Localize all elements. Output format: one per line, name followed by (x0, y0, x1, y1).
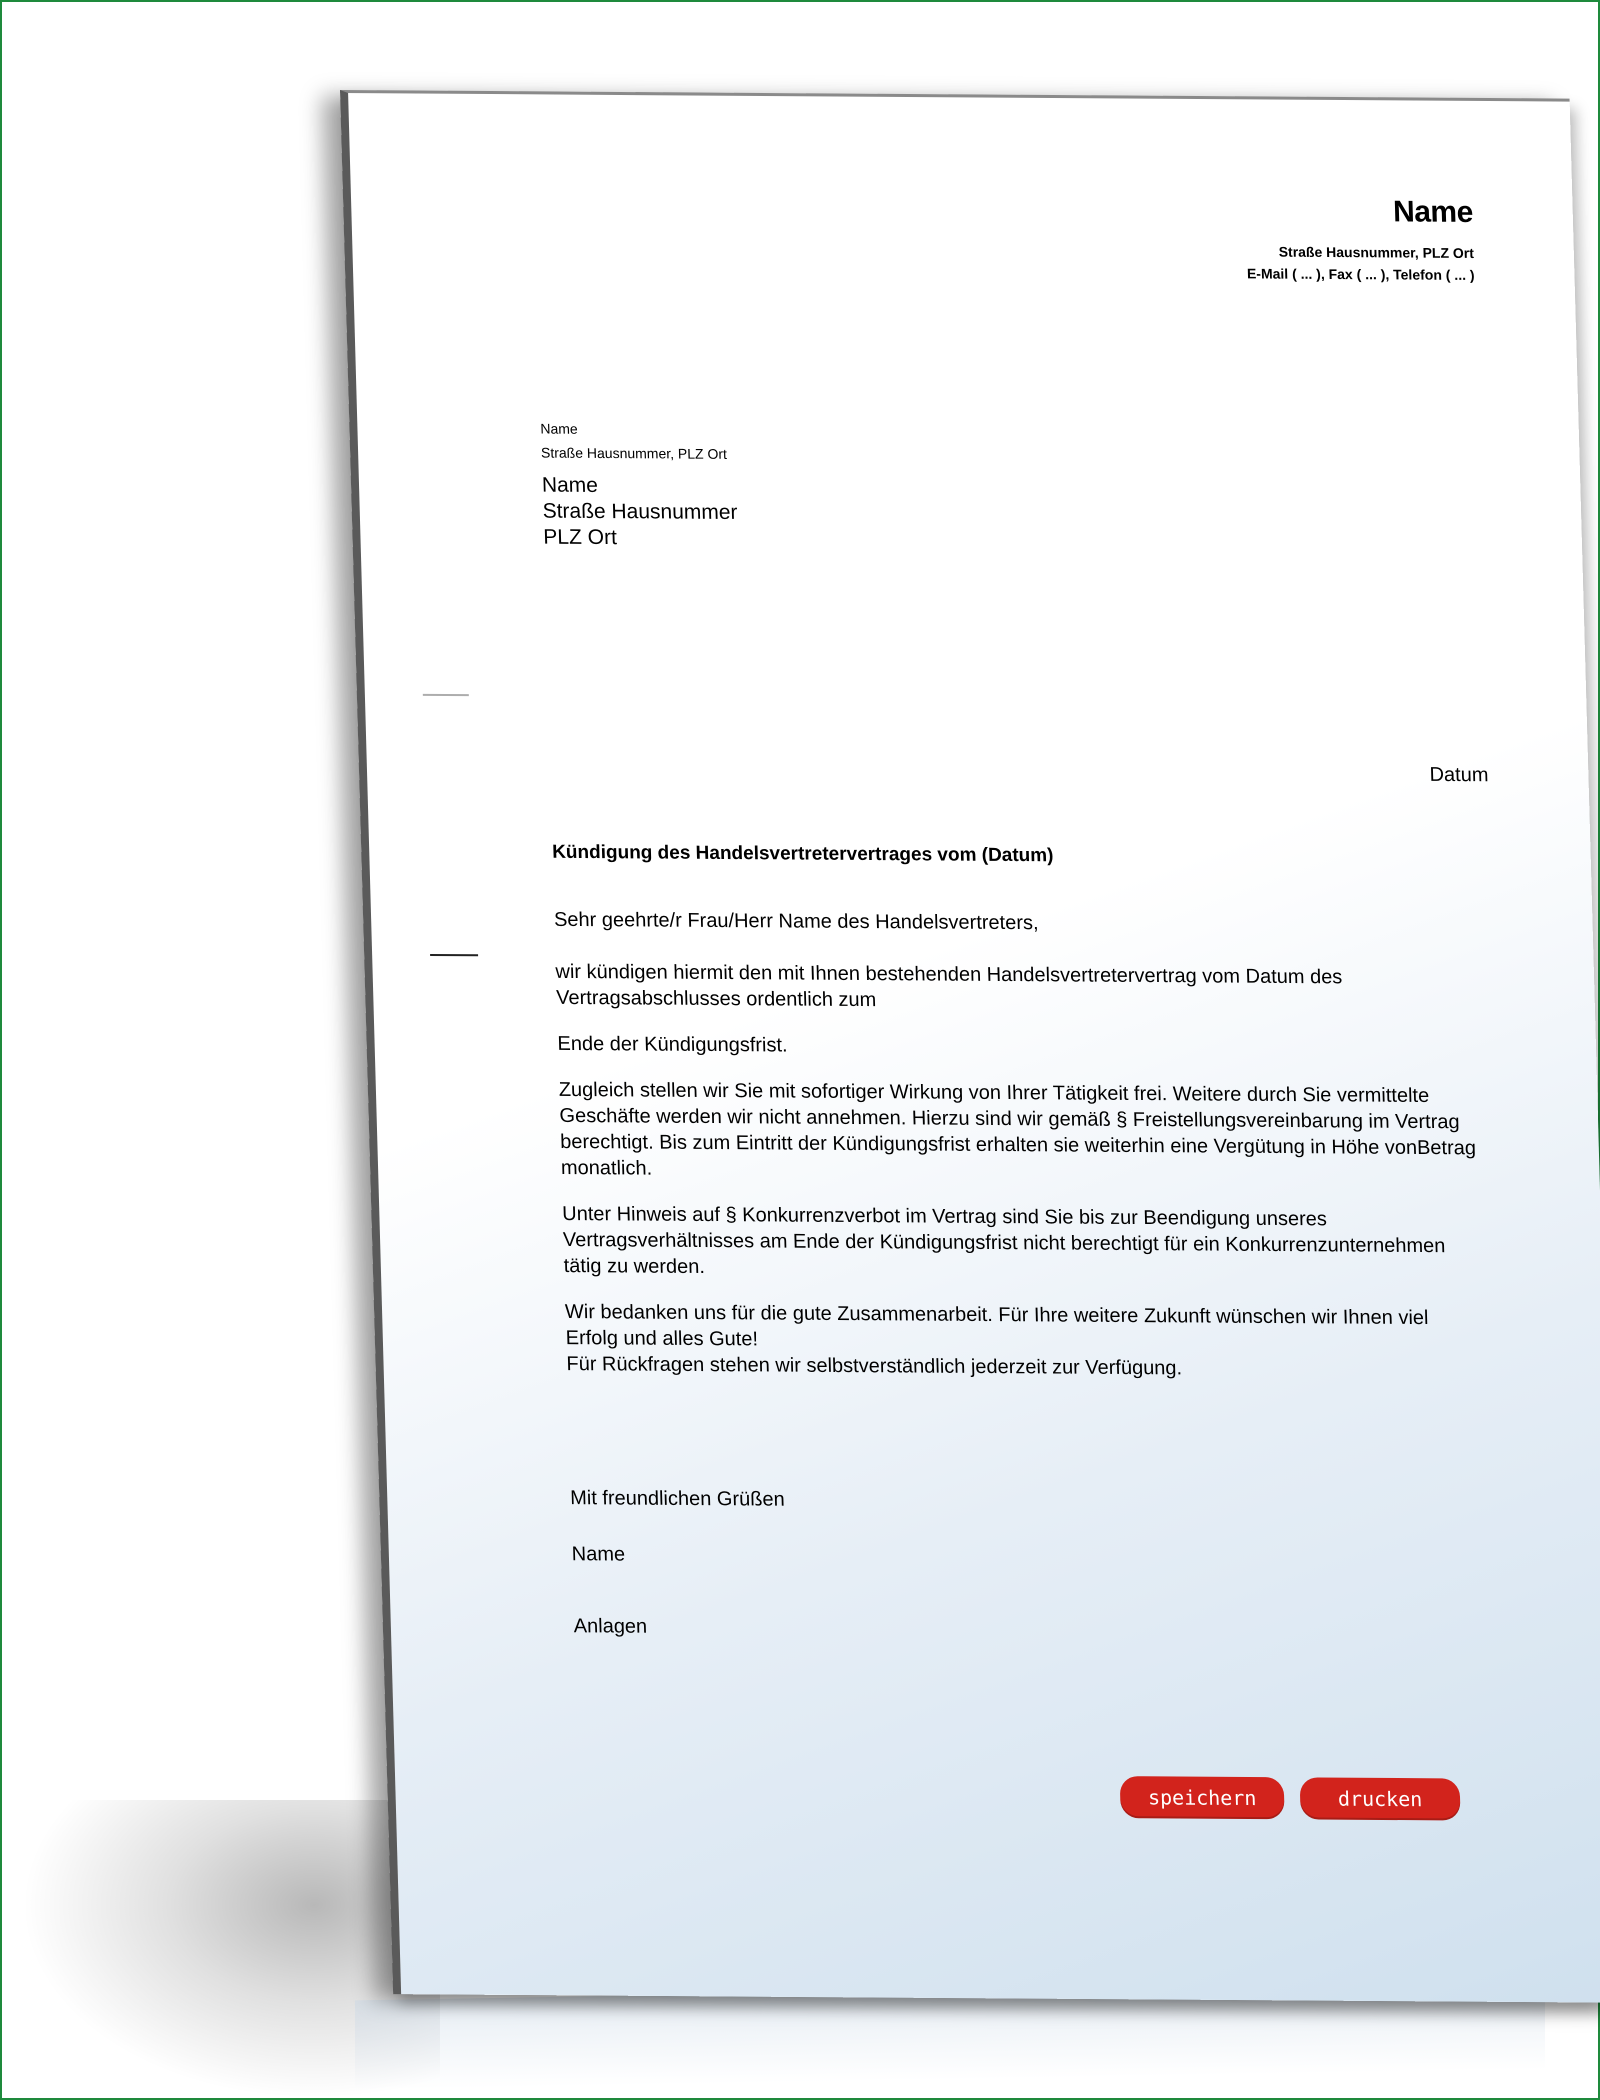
sender-address: Straße Hausnummer, PLZ Ort (1278, 243, 1475, 261)
recipient-street: Straße Hausnummer (542, 499, 738, 524)
return-address-name: Name (540, 420, 578, 437)
sender-name: Name (1392, 195, 1474, 229)
closing-greeting: Mit freundlichen Grüßen (569, 1487, 785, 1511)
recipient-city: PLZ Ort (543, 525, 618, 550)
recipient-block (542, 473, 739, 552)
paragraph-1: wir kündigen hiermit den mit Ihnen bestehenden Handelsvertretervertrag vom Datum des Vertragsabschlusses ordentlich zum (555, 960, 1343, 1012)
paragraph-2: Ende der Kündigungsfrist. (557, 1032, 788, 1057)
letter-body (554, 907, 1487, 1404)
sender-contact: E-Mail ( ... ), Fax ( ... ), Telefon ( ... ) (1246, 265, 1475, 284)
save-button[interactable]: speichern (1120, 1776, 1285, 1819)
letter-subject: Kündigung des Handelsvertretervertrages vom (Datum) (551, 841, 1054, 867)
fold-mark-middle (430, 954, 478, 956)
closing-name: Name (571, 1543, 626, 1566)
print-button[interactable]: drucken (1300, 1777, 1461, 1820)
return-address-street: Straße Hausnummer, PLZ Ort (540, 444, 728, 462)
closing-attachments: Anlagen (573, 1615, 648, 1638)
paragraph-5: Wir bedanken uns für die gute Zusammenarbeit. Für Ihre weitere Zukunft wünschen wir Ihnen viel Erfolg und alles Gute! (564, 1301, 1429, 1351)
paragraph-6: Für Rückfragen stehen wir selbstverständlich jederzeit zur Verfügung. (566, 1353, 1183, 1380)
paragraph-4: Unter Hinweis auf § Konkurrenzverbot im Vertrag sind Sie bis zur Beendigung unseres Vertragsverhältnisses am Ende der Kündigungsfrist nicht berechtigt für ein Konkurrenzunternehmen tätig zu werden. (561, 1202, 1446, 1279)
recipient-name: Name (541, 473, 599, 497)
letter-date: Datum (1429, 763, 1489, 787)
letter-page (340, 90, 1600, 2003)
paragraph-3: Zugleich stellen wir Sie mit sofortiger Wirkung von Ihrer Tätigkeit frei. Weitere durch Sie vermittelte Geschäfte werden wir nicht annehmen. Hierzu sind wir gemäß § Freistellungsvereinbarung im Vertrag berechtigt. Bis zum Eintritt der Kündigungsfrist erhalten sie weiterhin eine Vergütung in Höhe vonBetrag monatlich. (558, 1078, 1477, 1180)
salutation: Sehr geehrte/r Frau/Herr Name des Handelsvertreters, (553, 908, 1039, 935)
sender-block (1245, 194, 1475, 286)
fold-mark-top (423, 694, 469, 696)
